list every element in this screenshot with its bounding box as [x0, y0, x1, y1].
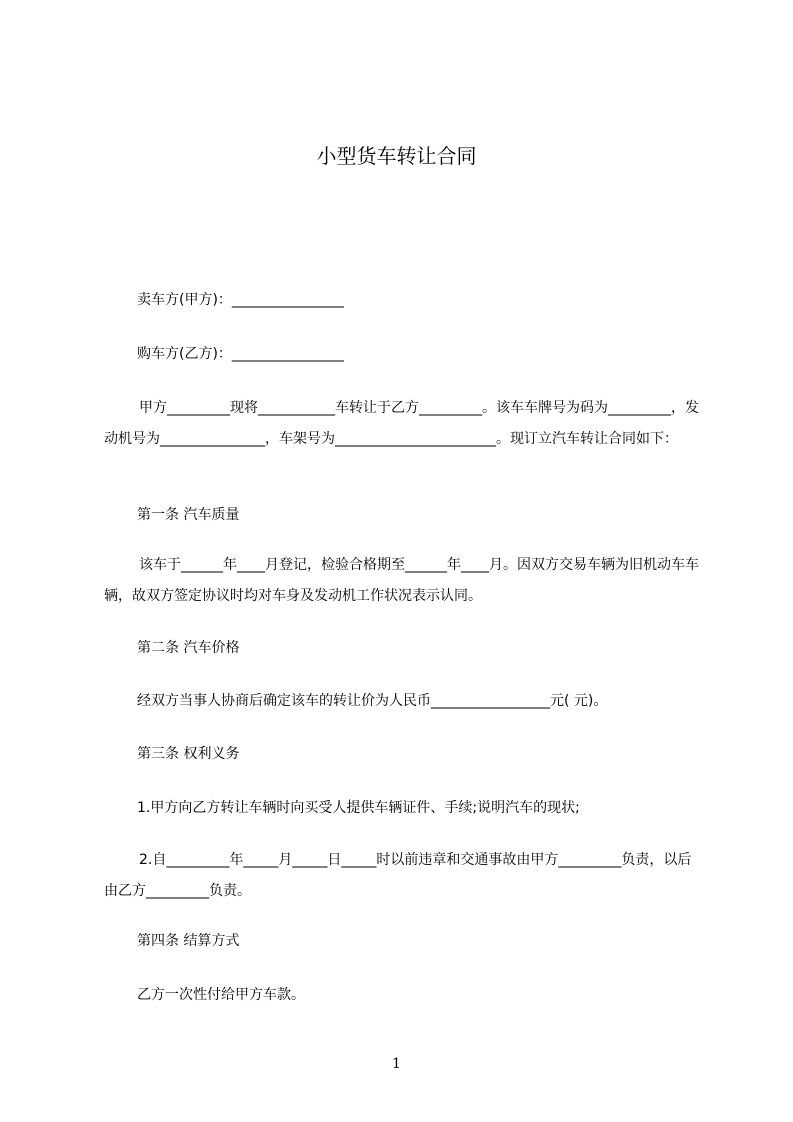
article-3-item-2: 2.自_________年_____月_____日_____时以前违章和交通事故由甲方_________负责，以后由乙方_________负责。	[104, 852, 692, 899]
article-1-heading: 第一条 汽车质量	[137, 507, 240, 523]
article-1-body: 该车于______年____月登记，检验合格期至______年____月。因双方交易车辆为旧机动车车辆，故双方签定协议时均对车身及发动机工作状况表示认同。	[104, 557, 699, 604]
intro-paragraph: 甲方_________现将___________车转让于乙方_________。该车车牌号为码为_________，发动机号为_______________，车架号为_______________________。现订立汽车转让合同如下：	[104, 400, 699, 447]
article-4-heading: 第四条 结算方式	[137, 933, 240, 949]
article-2-heading: 第二条 汽车价格	[137, 640, 240, 656]
seller-line: 卖车方(甲方)：________________	[137, 292, 344, 308]
article-2-body: 经双方当事人协商后确定该车的转让价为人民币_________________元( 元)。	[137, 693, 608, 709]
article-3-item-1: 1.甲方向乙方转让车辆时向买受人提供车辆证件、手续;说明汽车的现状;	[137, 800, 580, 816]
article-3-heading: 第三条 权利义务	[137, 746, 240, 762]
page-number: 1	[392, 1056, 401, 1072]
document-title: 小型货车转让合同	[316, 144, 477, 168]
buyer-line: 购车方(乙方)：________________	[137, 346, 344, 362]
article-4-body: 乙方一次性付给甲方车款。	[137, 987, 305, 1003]
